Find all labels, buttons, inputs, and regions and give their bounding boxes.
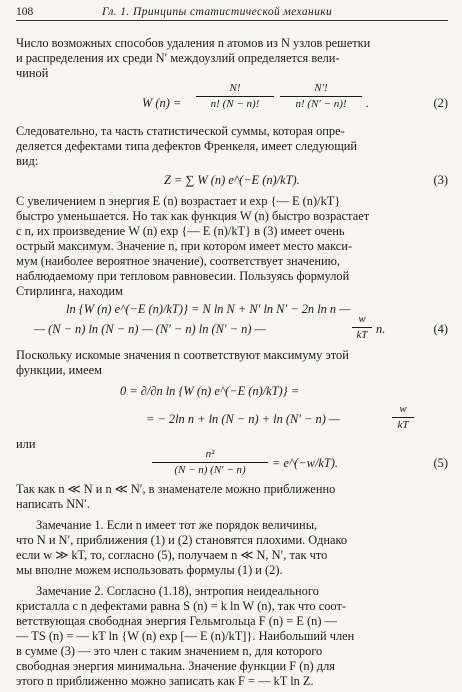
or-word: или xyxy=(16,437,36,451)
eq5-number: (5) xyxy=(433,456,448,470)
eq5a-frac-numerator: w xyxy=(399,403,407,415)
eq2-number: (2) xyxy=(433,96,448,110)
eq2-tail: . xyxy=(366,96,370,110)
para5-line-1: Так как n ≪ N и n ≪ N′, в знаменателе можно приближенно xyxy=(16,482,336,496)
note2-line-3: ветствующая свободная энергия Гельмгольца F (n) = E (n) — xyxy=(16,614,337,628)
para2-line-1: Следовательно, та часть статистической суммы, которая опре- xyxy=(16,124,345,138)
para3-line-4: острый максимум. Значение n, при котором имеет место макси- xyxy=(16,239,353,253)
para4-line-1: Поскольку искомые значения n соответствуют максимуму этой xyxy=(16,348,349,362)
intro-line-2: и распределения их среди N′ междоузлий определяется вели- xyxy=(16,51,340,65)
note1-line-3: если w ≫ kT, то, согласно (5), получаем n ≪ N, N′, так что xyxy=(16,548,328,562)
note1-line-2: что N и N′, приближения (1) и (2) становятся плохими. Однако xyxy=(16,533,348,547)
note1-line-4: мы вполне можем использовать формулы (1) и (2). xyxy=(16,563,283,577)
eq2-f1-numerator: N! xyxy=(229,82,241,94)
note2-line-7: этого n приближенно можно записать как F = — kT ln Z. xyxy=(16,674,314,688)
eq2-f1-denominator: n! (N − n)! xyxy=(210,98,260,110)
eq2-fraction-2 xyxy=(280,82,362,111)
para3-line-5: мум (наиболее вероятное значение), соответствует значению, xyxy=(16,254,341,268)
para4-line-2: функции, имеем xyxy=(16,363,102,377)
eq5-frac-numerator: n² xyxy=(205,448,215,460)
para3-line-7: Стирлинга, находим xyxy=(16,284,123,298)
note2-line-2: кристалла с n дефектами равна S (n) = k ln W (n), так что соот- xyxy=(16,599,346,613)
note2-line-1: Замечание 2. Согласно (1.18), энтропия неидеального xyxy=(36,584,319,598)
eq2-f2-denominator: n! (N′ − n)! xyxy=(295,98,347,110)
eq5a-frac-denominator: kT xyxy=(397,419,409,431)
eq4-tail: n. xyxy=(376,322,386,336)
eq4-line-2: — (N − n) ln (N − n) — (N′ − n) ln (N′ − n) — xyxy=(34,322,266,336)
eq3-number: (3) xyxy=(433,173,448,187)
note1-line-1: Замечание 1. Если n имеет тот же порядок величины, xyxy=(36,518,318,532)
eq4-number: (4) xyxy=(433,322,448,336)
chapter-title: Гл. 1. Принципы статистической механики xyxy=(102,6,333,18)
eq5a-fraction xyxy=(392,403,414,432)
para2-line-2: деляется дефектами типа дефектов Френкеля, имеет следующий xyxy=(16,139,357,153)
eq4-fraction xyxy=(352,313,372,342)
eq5a-line-2: = − 2ln n + ln (N − n) + ln (N′ − n) — xyxy=(146,412,340,426)
note2-line-6: свободная энергия минимальна. Значение функции F (n) для xyxy=(16,659,335,673)
eq4-frac-numerator: w xyxy=(358,313,366,325)
eq2-fraction-1 xyxy=(196,82,274,111)
eq4-line-1: ln {W (n) e^(−E (n)/kT)} = N ln N + N′ ln N′ − 2n ln n — xyxy=(66,302,351,316)
para3-line-3: с n, их произведение W (n) exp {— E (n)/kT} в (3) имеет очень xyxy=(16,224,345,238)
para3-line-1: С увеличением n энергия E (n) возрастает и exp {— E (n)/kT} xyxy=(16,194,341,208)
note2-line-4: — TS (n) = — kT ln {W (n) exp [— E (n)/kT]}. Наибольший член xyxy=(16,629,355,643)
para5-line-2: написать NN′. xyxy=(16,497,90,511)
eq2-f2-numerator: N′! xyxy=(314,82,328,94)
equation-3: Z = ∑ W (n) e^(−E (n)/kT). xyxy=(164,173,300,187)
para3-line-6: наблюдаемому при тепловом равновесии. Пользуясь формулой xyxy=(16,269,350,283)
eq4-frac-denominator: kT xyxy=(356,329,368,341)
page-number: 108 xyxy=(16,6,34,18)
intro-line-1: Число возможных способов удаления n атомов из N узлов решетки xyxy=(16,36,371,50)
para3-line-2: быстро уменьшается. Но так как функция W (n) быстро возрастает xyxy=(16,209,370,223)
intro-line-3: чиной xyxy=(16,66,49,80)
eq5-frac-denominator: (N − n) (N′ − n) xyxy=(174,464,246,476)
eq5a-line-1: 0 = ∂/∂n ln {W (n) e^(−E (n)/kT)} = xyxy=(120,384,300,398)
para2-line-3: вид: xyxy=(16,154,39,168)
note2-line-5: в сумме (3) — это член с таким значением n, для которого xyxy=(16,644,323,658)
eq2-lhs: W (n) = xyxy=(142,96,182,110)
eq5-rhs: = e^(−w/kT). xyxy=(272,456,338,470)
running-header xyxy=(16,6,448,21)
eq5-fraction xyxy=(152,448,268,477)
